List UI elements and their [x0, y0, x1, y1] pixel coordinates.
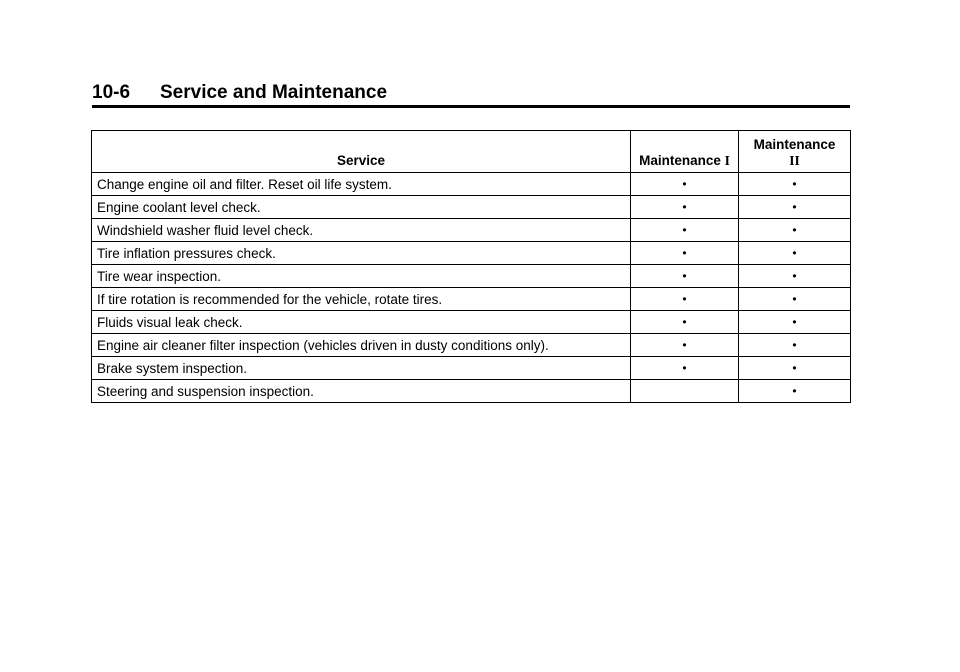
maintenance-2-check: •	[739, 173, 851, 196]
page-number: 10-6	[92, 82, 131, 103]
table-row	[92, 242, 851, 265]
column-header-maintenance-1-word: Maintenance	[639, 153, 721, 168]
table-row	[92, 219, 851, 242]
section-title: Service and Maintenance	[160, 82, 388, 103]
service-cell: Change engine oil and filter. Reset oil life system.	[92, 173, 631, 196]
table-row	[92, 380, 851, 403]
column-header-maintenance-1-number: I	[724, 153, 730, 168]
column-header-maintenance-2	[739, 131, 851, 173]
maintenance-1-check: •	[631, 196, 739, 219]
service-cell: If tire rotation is recommended for the vehicle, rotate tires.	[92, 288, 631, 311]
service-cell: Windshield washer fluid level check.	[92, 219, 631, 242]
table-row	[92, 334, 851, 357]
table-row	[92, 196, 851, 219]
maintenance-2-check: •	[739, 380, 851, 403]
service-cell: Fluids visual leak check.	[92, 311, 631, 334]
table-row	[92, 357, 851, 380]
service-cell: Tire wear inspection.	[92, 265, 631, 288]
table-row	[92, 311, 851, 334]
maintenance-1-check: •	[631, 242, 739, 265]
maintenance-1-check: •	[631, 219, 739, 242]
maintenance-2-check: •	[739, 219, 851, 242]
maintenance-1-check	[631, 380, 739, 403]
maintenance-1-check: •	[631, 173, 739, 196]
table-row	[92, 288, 851, 311]
maintenance-2-check: •	[739, 311, 851, 334]
column-header-maintenance-2-number: II	[789, 153, 800, 168]
service-cell: Engine air cleaner filter inspection (vehicles driven in dusty conditions only).	[92, 334, 631, 357]
column-header-maintenance-2-word: Maintenance	[753, 137, 836, 152]
maintenance-1-check: •	[631, 311, 739, 334]
maintenance-2-check: •	[739, 334, 851, 357]
service-table	[91, 130, 851, 403]
table-row	[92, 173, 851, 196]
service-cell: Engine coolant level check.	[92, 196, 631, 219]
table-header-row	[92, 131, 851, 173]
column-header-service: Service	[92, 131, 631, 173]
maintenance-2-check: •	[739, 357, 851, 380]
service-cell: Brake system inspection.	[92, 357, 631, 380]
service-cell: Tire inflation pressures check.	[92, 242, 631, 265]
maintenance-2-check: •	[739, 196, 851, 219]
column-header-maintenance-1	[631, 131, 739, 173]
maintenance-2-check: •	[739, 265, 851, 288]
maintenance-1-check: •	[631, 357, 739, 380]
table-row	[92, 265, 851, 288]
maintenance-1-check: •	[631, 334, 739, 357]
maintenance-1-check: •	[631, 288, 739, 311]
page-header	[92, 81, 850, 108]
service-cell: Steering and suspension inspection.	[92, 380, 631, 403]
maintenance-2-check: •	[739, 288, 851, 311]
maintenance-1-check: •	[631, 265, 739, 288]
maintenance-2-check: •	[739, 242, 851, 265]
